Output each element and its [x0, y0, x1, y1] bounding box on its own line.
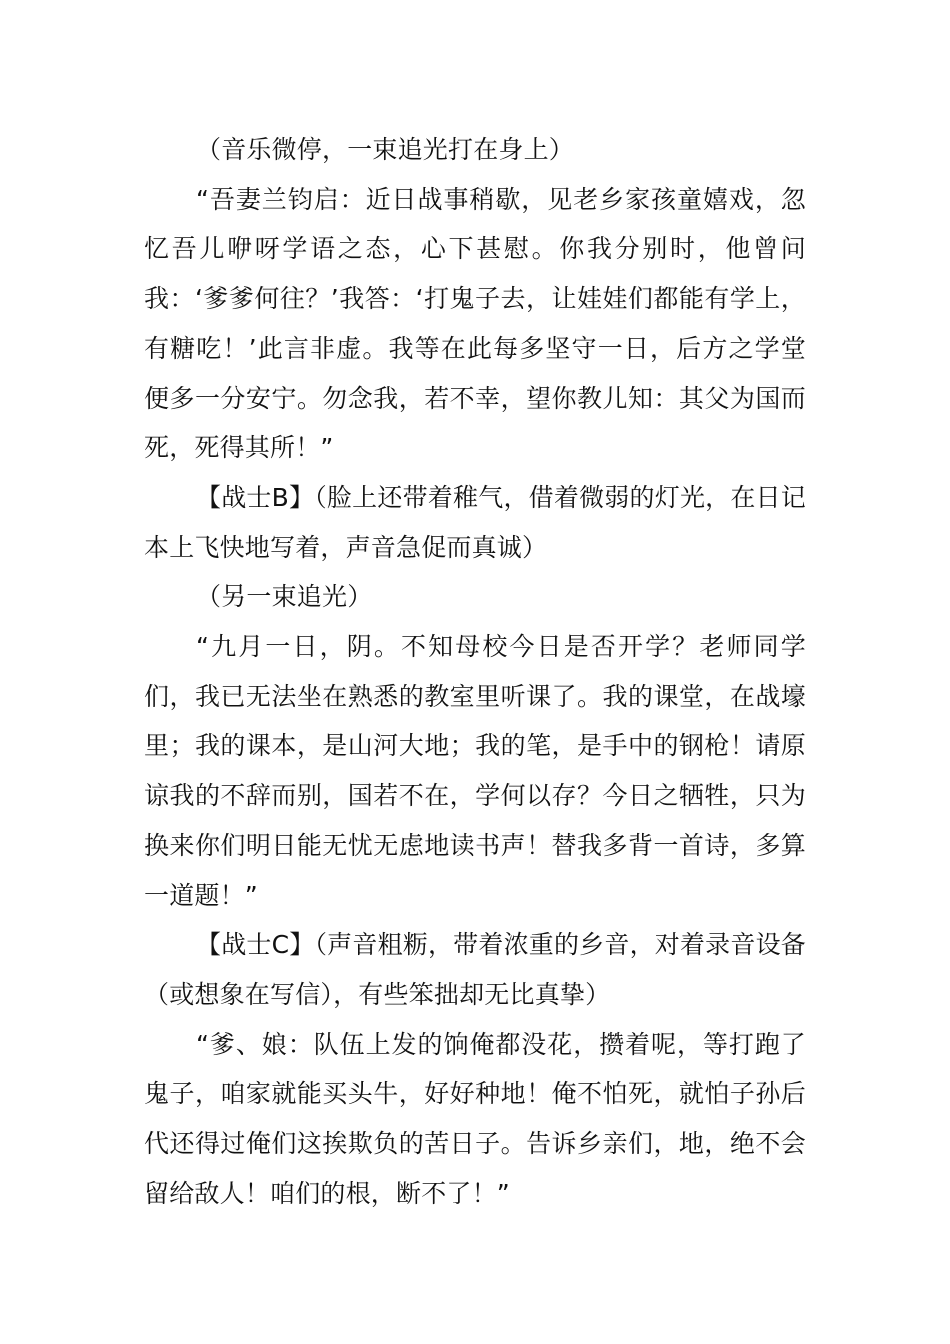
soldier-b-diary: “九月一日，阴。不知母校今日是否开学？老师同学们，我已无法坐在熟悉的教室里听课了。我的课堂，在战壕里；我的课本，是山河大地；我的笔，是手中的钢枪！请原谅我的不辞而别，国若不在，学何以存？今日之牺牲，只为换来你们明日能无忧无虑地读书声！替我多背一首诗，多算一道题！”: [144, 632, 806, 910]
stage-direction-spotlight: （音乐微停，一束追光打在身上）: [196, 135, 575, 164]
stage-direction-second-spotlight: （另一束追光）: [196, 582, 373, 612]
letter-to-wife: “吾妻兰钧启：近日战事稍歇，见老乡家孩童嬉戏，忽忆吾儿咿呀学语之态，心下甚慰。你我分别时，他曾问我：‘爹爹何往？’我答：‘打鬼子去，让娃娃们都能有学上，有糖吃！’此言非虚。我等在此每多坚守一日，后方之学堂便多一分安宁。勿念我，若不幸，望你教儿知：其父为国而死，死得其所！”: [144, 184, 806, 463]
soldier-c-letter: “爹、娘：队伍上发的饷俺都没花，攒着呢，等打跑了鬼子，咱家就能买头牛，好好种地！俺不怕死，就怕子孙后代还得过俺们这挨欺负的苦日子。告诉乡亲们，地，绝不会留给敌人！咱们的根，断不了！”: [144, 1029, 806, 1208]
soldier-b-direction: 【战士B】（脸上还带着稚气，借着微弱的灯光，在日记本上飞快地写着，声音急促而真诚）: [144, 482, 806, 562]
soldier-c-direction: 【战士C】（声音粗粝，带着浓重的乡音，对着录音设备（或想象在写信），有些笨拙却无比真挚）: [144, 930, 806, 1009]
document-body: [144, 125, 806, 1218]
